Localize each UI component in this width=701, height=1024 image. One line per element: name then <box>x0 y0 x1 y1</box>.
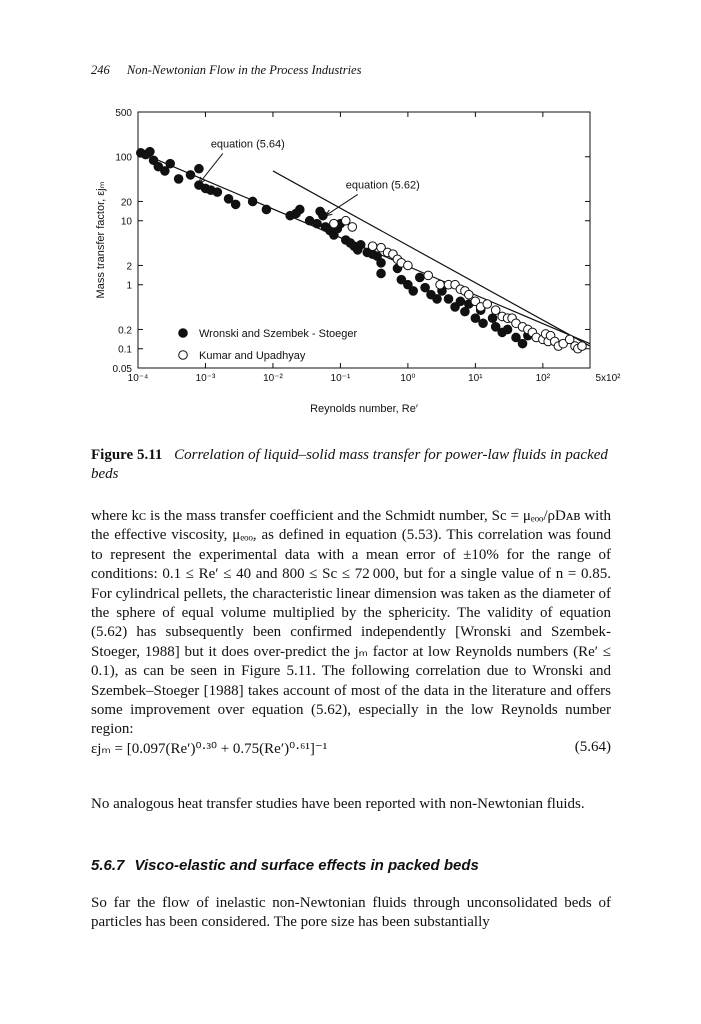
filled-data-point <box>377 259 386 268</box>
open-data-point <box>404 261 413 270</box>
filled-data-point <box>161 167 170 176</box>
x-tick-label: 10² <box>535 373 551 384</box>
page-number: 246 <box>91 63 110 77</box>
legend-open-marker <box>179 351 188 360</box>
filled-data-point <box>503 325 512 334</box>
open-data-point <box>465 290 474 299</box>
y-axis-label: Mass transfer factor, εjₘ <box>95 181 107 299</box>
filled-data-point <box>518 339 527 348</box>
data-markers <box>136 147 586 353</box>
legend-entry: Kumar and Upadhyay <box>199 350 306 362</box>
legend-filled-marker <box>179 329 188 338</box>
section-number: 5.6.7 <box>91 857 125 874</box>
filled-data-point <box>356 241 365 250</box>
running-title: Non-Newtonian Flow in the Process Industries <box>126 63 362 77</box>
filled-data-point <box>213 188 222 197</box>
filled-data-point <box>174 175 183 184</box>
y-tick-label: 500 <box>115 108 132 119</box>
filled-data-point <box>295 205 304 214</box>
y-tick-labels <box>113 108 133 375</box>
mass-transfer-chart <box>0 95 701 425</box>
filled-data-point <box>224 195 233 204</box>
filled-data-point <box>421 283 430 292</box>
section-title: Visco-elastic and surface effects in packed beds <box>134 857 479 874</box>
figure-caption <box>91 446 611 484</box>
annotation-label: equation (5.62) <box>345 179 420 192</box>
y-tick-label: 10 <box>120 216 132 228</box>
filled-data-point <box>248 197 257 206</box>
filled-data-point <box>146 147 155 156</box>
x-tick-labels <box>128 373 622 384</box>
equation-number: (5.64) <box>574 739 611 755</box>
y-tick-label: 0.05 <box>112 364 132 375</box>
section-heading <box>91 857 479 874</box>
filled-data-point <box>488 314 497 323</box>
x-tick-label: 10⁰ <box>400 373 416 384</box>
filled-data-point <box>166 159 175 168</box>
x-tick-label: 10⁻¹ <box>330 373 351 384</box>
paragraph-visco-elastic: So far the flow of inelastic non-Newtonian fluids through unconsolidated beds of particles has been considered. The pore size has been substantially <box>91 895 611 931</box>
running-header <box>91 63 361 78</box>
filled-data-point <box>231 200 240 209</box>
legend <box>179 328 358 362</box>
y-tick-label: 100 <box>115 152 132 164</box>
correlation-line <box>273 171 590 346</box>
filled-data-point <box>471 314 480 323</box>
x-tick-label: 5x10² <box>595 373 621 384</box>
open-data-point <box>330 219 339 228</box>
y-tick-label: 20 <box>120 197 132 209</box>
x-tick-label: 10⁻⁴ <box>127 373 149 384</box>
open-data-point <box>436 280 445 289</box>
filled-data-point <box>409 287 418 296</box>
open-data-point <box>368 242 377 251</box>
open-data-point <box>483 300 492 309</box>
filled-data-point <box>444 295 453 304</box>
paragraph-mass-transfer-discussion: where kᴄ is the mass transfer coefficient and the Schmidt number, Sc = μₑₒₒ/ρDᴀʙ with the effective viscosity, μₑₒₒ, as defined in equation (5.53). This correlation was found to represent the experimental data with a mean error of ±10% for the range of conditions: 0.1 ≤ Re′ ≤ 40 and 800 ≤ Sc ≤ 72 000, but for a single value of n = 0.85. For cylindrical pellets, the characteristic linear dimension was taken as the diameter of the sphere of equal volume multiplied by the sphericity. The validity of equation (5.62) has subsequently been confirmed independently [Wronski and Szembek-Stoeger, 1988] but it does over-predict the jₘ factor at low Reynolds numbers (Re′ ≤ 0.1), as can be seen in Figure 5.11. The following correlation due to Wronski and Szembek–Stoeger [1988] takes account of most of the data in the literature and offers some improvement over equation (5.62), especially in the low Reynolds number region: <box>91 508 611 738</box>
figure-label: Figure 5.11 <box>91 447 163 463</box>
filled-data-point <box>195 164 204 173</box>
open-data-point <box>578 342 587 351</box>
x-tick-label: 10⁻² <box>263 373 283 384</box>
annotation-label: equation (5.64) <box>210 138 285 151</box>
filled-data-point <box>262 205 271 214</box>
filled-data-point <box>313 219 322 228</box>
equation-5-64 <box>91 739 611 758</box>
equation-expression: εjₘ = [0.097(Re′)⁰·³⁰ + 0.75(Re′)⁰·⁶¹]⁻¹ <box>91 741 328 757</box>
filled-data-point <box>415 273 424 282</box>
y-tick-label: 0.2 <box>118 325 132 337</box>
legend-entry: Wronski and Szembek - Stoeger <box>199 328 358 340</box>
open-data-point <box>424 271 433 280</box>
x-tick-label: 10⁻³ <box>195 373 216 384</box>
x-tick-label: 10¹ <box>468 373 483 384</box>
y-tick-label: 1 <box>126 280 132 292</box>
y-tick-label: 2 <box>126 261 132 273</box>
paragraph-heat-transfer: No analogous heat transfer studies have been reported with non-Newtonian fluids. <box>91 796 585 812</box>
filled-data-point <box>186 171 195 180</box>
filled-data-point <box>479 319 488 328</box>
x-axis-label: Reynolds number, Re′ <box>310 403 418 415</box>
filled-data-point <box>433 295 442 304</box>
figure-title: Correlation of liquid–solid mass transfer for power-law fluids in packed beds <box>91 447 608 482</box>
filled-data-point <box>456 297 465 306</box>
y-tick-label: 0.1 <box>118 344 132 356</box>
open-data-point <box>348 223 357 232</box>
annotation-arrow-shaft <box>325 194 357 215</box>
filled-data-point <box>377 269 386 278</box>
